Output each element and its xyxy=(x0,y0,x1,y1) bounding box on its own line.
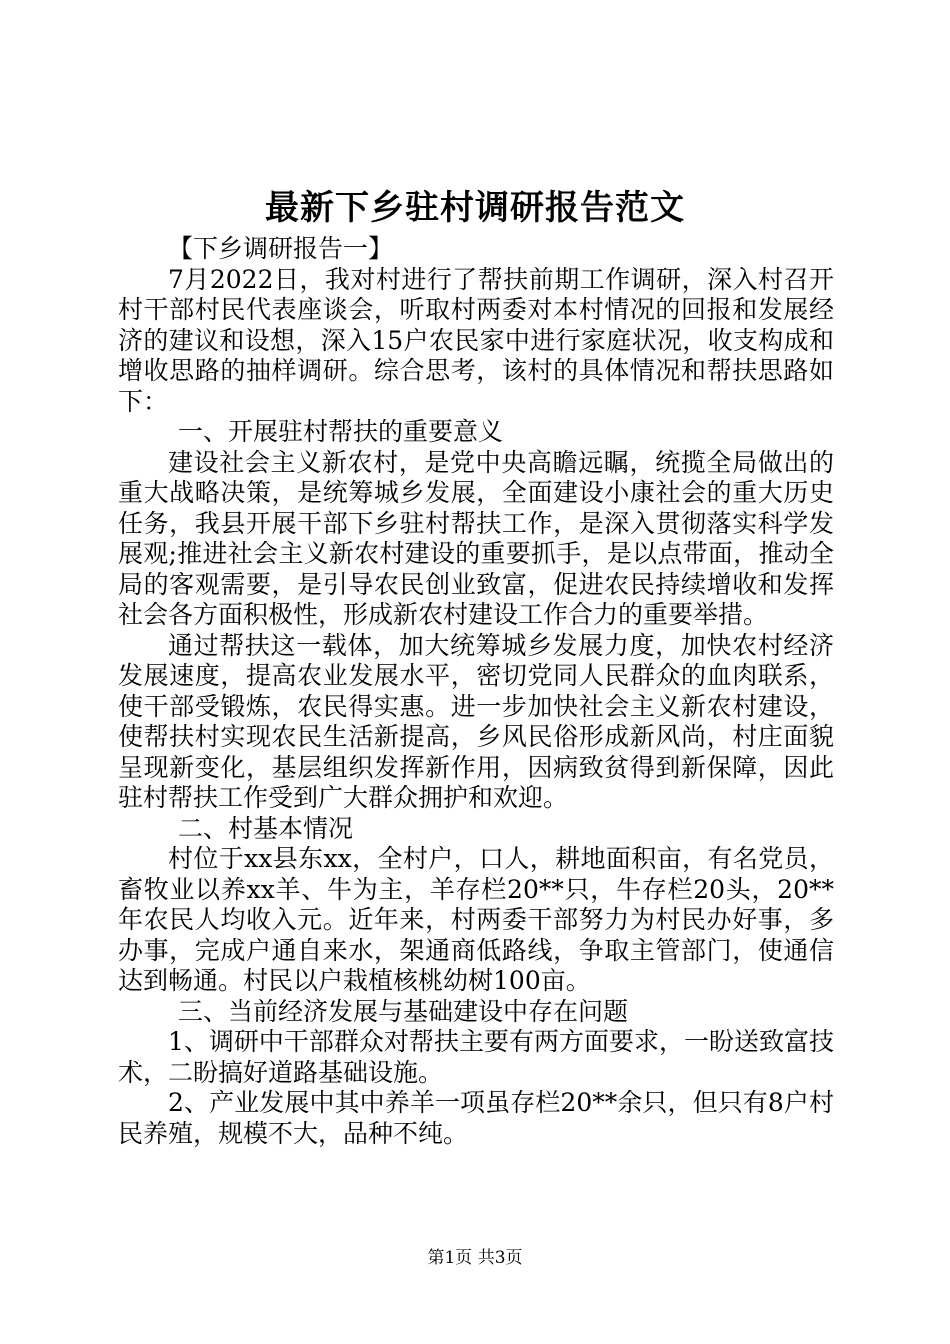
paragraph-significance-2: 通过帮扶这一载体，加大统筹城乡发展力度，加快农村经济发展速度，提高农业发展水平，密切党同人民群众的血肉联系，使干部受锻炼，农民得实惠。进一步加快社会主义新农村建设，使帮扶村实现农民生活新提高，乡风民俗形成新风尚，村庄面貌呈现新变化，基层组织发挥新作用，因病致贫得到新保障，因此驻村帮扶工作受到广大群众拥护和欢迎。 xyxy=(118,630,834,812)
heading-significance: 一、开展驻村帮扶的重要意义 xyxy=(178,417,504,446)
paragraph-problem-2: 2、产业发展中其中养羊一项虽存栏20**余只，但只有8户村民养殖，规模不大，品种不纯。 xyxy=(118,1088,834,1148)
page-number-footer: 第1页 共3页 xyxy=(427,1248,523,1268)
document-body xyxy=(118,234,834,1149)
document-title: 最新下乡驻村调研报告范文 xyxy=(265,188,685,228)
paragraph-intro: 7月2022日，我对村进行了帮扶前期工作调研，深入村召开村干部村民代表座谈会，听取村两委对本村情况的回报和发展经济的建议和设想，深入15户农民家中进行家庭状况，收支构成和增收思路的抽样调研。综合思考，该村的具体情况和帮扶思路如下： xyxy=(118,264,834,416)
heading-problems: 三、当前经济发展与基础建设中存在问题 xyxy=(178,996,629,1026)
paragraph-significance-1: 建设社会主义新农村，是党中央高瞻远瞩，统揽全局做出的重大战略决策，是统筹城乡发展，全面建设小康社会的重大历史任务，我县开展干部下乡驻村帮扶工作，是深入贯彻落实科学发展观;推进社会主义新农村建设的重要抓手，是以点带面，推动全局的客观需要，是引导农民创业致富，促进农民持续增收和发挥社会各方面积极性，形成新农村建设工作合力的重要举措。 xyxy=(118,447,834,629)
paragraph-section-label: 【下乡调研报告一】 xyxy=(168,234,394,263)
paragraph-problem-1: 1、调研中干部群众对帮扶主要有两方面要求，一盼送致富技术，二盼搞好道路基础设施。 xyxy=(118,1027,834,1087)
heading-village-basics: 二、村基本情况 xyxy=(178,813,354,843)
paragraph-village-basics: 村位于xx县东xx，全村户，口人，耕地面积亩，有名党员，畜牧业以养xx羊、牛为主，羊存栏20**只，牛存栏20头，20**年农民人均收入元。近年来，村两委干部努力为村民办好事，多办事，完成户通自来水，架通商低路线，争取主管部门，使通信达到畅通。村民以户栽植核桃幼树100亩。 xyxy=(118,844,834,995)
